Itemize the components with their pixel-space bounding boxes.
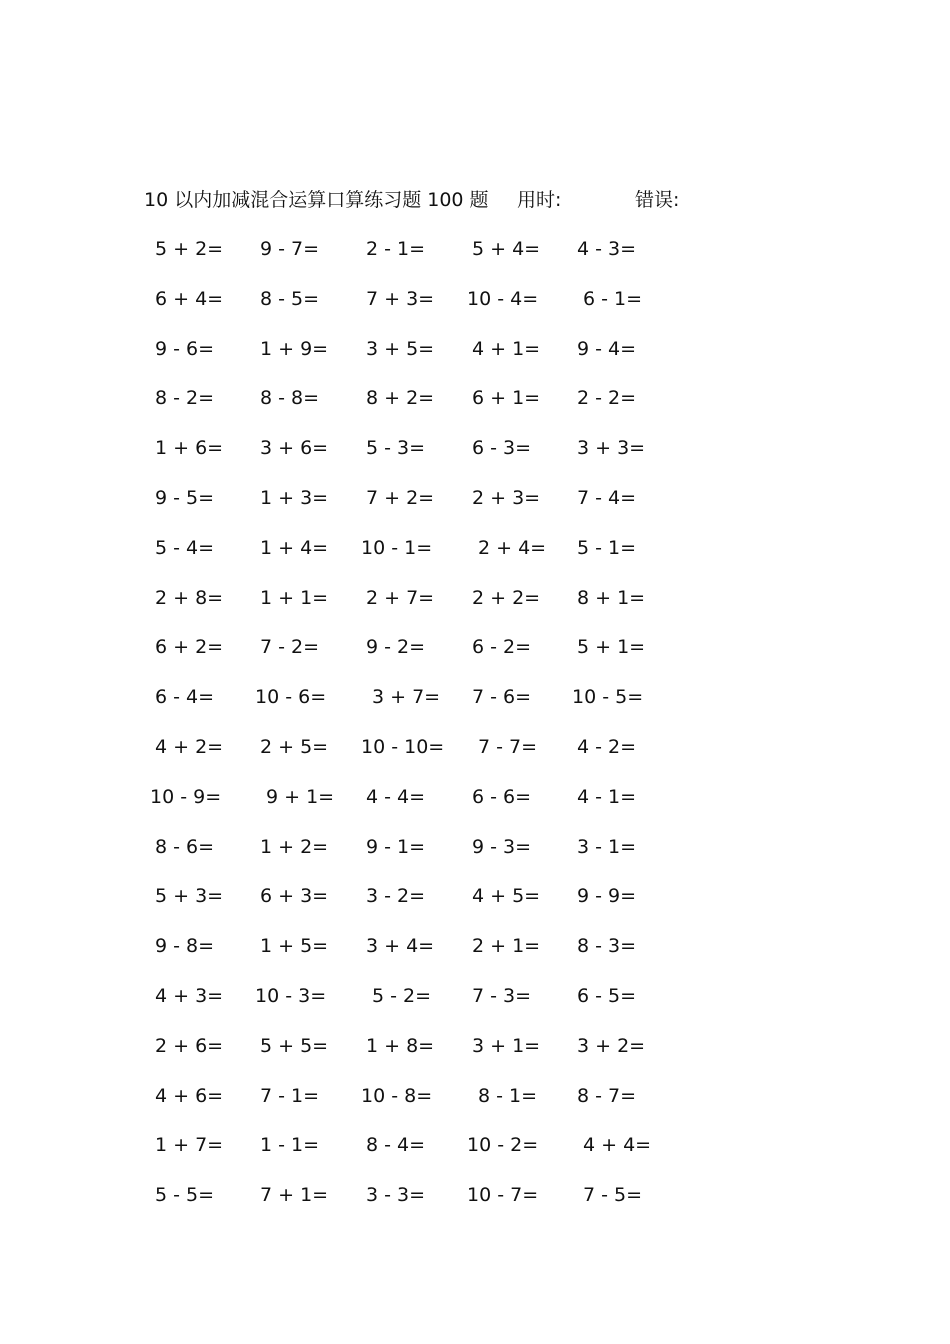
math-problem: 9 - 5=: [155, 486, 215, 509]
math-problem: 9 - 6=: [155, 337, 215, 360]
problem-row: [150, 783, 690, 833]
problem-row: [150, 1032, 690, 1082]
math-problem: 9 + 1=: [266, 785, 335, 808]
math-problem: 8 - 3=: [577, 935, 637, 958]
problem-row: [150, 932, 690, 982]
math-problem: 9 - 7=: [260, 238, 320, 260]
math-problem: 5 + 3=: [155, 885, 224, 908]
math-problem: 6 + 1=: [472, 387, 541, 410]
math-problem: 7 - 3=: [472, 984, 532, 1007]
math-problem: 8 - 6=: [155, 835, 215, 858]
math-problem: 4 + 2=: [155, 735, 224, 758]
math-problem: 10 - 9=: [150, 785, 222, 808]
math-problem: 6 - 1=: [583, 287, 643, 310]
worksheet-title: 10 以内加减混合运算口算练习题 100 题: [144, 189, 489, 211]
math-problem: 7 - 2=: [260, 636, 320, 659]
math-problem: 4 - 1=: [577, 785, 637, 808]
math-problem: 7 - 5=: [583, 1184, 643, 1207]
error-count-label: 错误:: [635, 189, 680, 211]
math-problem: 1 + 8=: [366, 1034, 435, 1057]
math-problem: 1 + 6=: [155, 437, 224, 460]
math-problem: 2 - 2=: [577, 387, 637, 410]
problem-row: [150, 534, 690, 584]
math-problem: 1 - 1=: [260, 1134, 320, 1157]
math-problem: 5 - 4=: [155, 536, 215, 559]
problem-row: [150, 484, 690, 534]
math-problem: 9 - 4=: [577, 337, 637, 360]
math-problem: 1 + 3=: [260, 486, 329, 509]
problem-row: [150, 384, 690, 434]
math-problem: 3 - 2=: [366, 885, 426, 908]
math-problem: 3 + 6=: [260, 437, 329, 460]
math-problem: 10 - 1=: [361, 536, 433, 559]
math-problem: 2 + 5=: [260, 735, 329, 758]
math-problem: 7 + 2=: [366, 486, 435, 509]
problem-row: [150, 235, 690, 285]
problem-row: [150, 335, 690, 385]
math-problem: 6 - 4=: [155, 686, 215, 709]
math-problem: 8 + 2=: [366, 387, 435, 410]
math-problem: 1 + 9=: [260, 337, 329, 360]
math-problem: 3 + 7=: [372, 686, 441, 709]
math-problem: 9 - 1=: [366, 835, 426, 858]
math-problem: 4 + 6=: [155, 1084, 224, 1107]
math-problem: 10 - 6=: [255, 686, 327, 709]
math-problem: 5 + 2=: [155, 238, 224, 260]
math-problem: 6 + 2=: [155, 636, 224, 659]
problem-row: [150, 584, 690, 634]
problem-row: [150, 285, 690, 335]
math-problem: 3 - 1=: [577, 835, 637, 858]
math-problem: 7 - 1=: [260, 1084, 320, 1107]
math-problem: 10 - 10=: [361, 735, 445, 758]
math-problem: 5 - 2=: [372, 984, 432, 1007]
math-problem: 10 - 8=: [361, 1084, 433, 1107]
problem-row: [150, 733, 690, 783]
math-problem: 7 + 3=: [366, 287, 435, 310]
problem-row: [150, 882, 690, 932]
math-problem: 10 - 7=: [467, 1184, 539, 1207]
math-problem: 3 + 5=: [366, 337, 435, 360]
problem-row: [150, 683, 690, 733]
math-problem: 10 - 5=: [572, 686, 644, 709]
math-problem: 1 + 5=: [260, 935, 329, 958]
math-problem: 2 + 2=: [472, 586, 541, 609]
math-problem: 8 - 8=: [260, 387, 320, 410]
problem-row: [150, 1181, 690, 1231]
math-problem: 7 + 1=: [260, 1184, 329, 1207]
math-problem: 10 - 4=: [467, 287, 539, 310]
math-problem: 10 - 3=: [255, 984, 327, 1007]
math-problem: 4 - 2=: [577, 735, 637, 758]
math-problem: 7 - 6=: [472, 686, 532, 709]
math-problem: 2 + 6=: [155, 1034, 224, 1057]
problem-row: [150, 633, 690, 683]
math-problem: 5 - 1=: [577, 536, 637, 559]
math-problem: 6 - 6=: [472, 785, 532, 808]
math-problem: 4 - 3=: [577, 238, 637, 260]
math-problem: 8 - 1=: [478, 1084, 538, 1107]
problem-row: [150, 1082, 690, 1132]
math-problem: 10 - 2=: [467, 1134, 539, 1157]
math-problem: 9 - 9=: [577, 885, 637, 908]
problem-row: [150, 1131, 690, 1181]
problem-grid: [150, 235, 690, 1231]
math-problem: 8 - 7=: [577, 1084, 637, 1107]
math-problem: 8 - 4=: [366, 1134, 426, 1157]
math-problem: 5 + 4=: [472, 238, 541, 260]
problem-row: [150, 833, 690, 883]
math-problem: 2 + 4=: [478, 536, 547, 559]
math-problem: 1 + 1=: [260, 586, 329, 609]
math-problem: 1 + 7=: [155, 1134, 224, 1157]
math-problem: 2 + 3=: [472, 486, 541, 509]
math-problem: 3 + 3=: [577, 437, 646, 460]
math-problem: 1 + 2=: [260, 835, 329, 858]
math-problem: 8 - 2=: [155, 387, 215, 410]
math-problem: 6 - 5=: [577, 984, 637, 1007]
math-problem: 6 + 4=: [155, 287, 224, 310]
math-problem: 7 - 4=: [577, 486, 637, 509]
math-problem: 3 - 3=: [366, 1184, 426, 1207]
math-problem: 4 + 3=: [155, 984, 224, 1007]
math-problem: 9 - 8=: [155, 935, 215, 958]
problem-row: [150, 982, 690, 1032]
math-problem: 6 - 3=: [472, 437, 532, 460]
math-problem: 3 + 4=: [366, 935, 435, 958]
math-problem: 1 + 4=: [260, 536, 329, 559]
math-problem: 3 + 1=: [472, 1034, 541, 1057]
math-problem: 2 - 1=: [366, 238, 426, 260]
math-problem: 5 - 5=: [155, 1184, 215, 1207]
math-problem: 4 - 4=: [366, 785, 426, 808]
math-problem: 6 + 3=: [260, 885, 329, 908]
math-problem: 9 - 3=: [472, 835, 532, 858]
math-problem: 3 + 2=: [577, 1034, 646, 1057]
math-problem: 9 - 2=: [366, 636, 426, 659]
math-problem: 5 - 3=: [366, 437, 426, 460]
math-problem: 5 + 1=: [577, 636, 646, 659]
math-problem: 4 + 5=: [472, 885, 541, 908]
math-problem: 4 + 4=: [583, 1134, 652, 1157]
problem-row: [150, 434, 690, 484]
math-problem: 2 + 8=: [155, 586, 224, 609]
math-problem: 2 + 7=: [366, 586, 435, 609]
math-problem: 5 + 5=: [260, 1034, 329, 1057]
math-problem: 2 + 1=: [472, 935, 541, 958]
math-problem: 8 - 5=: [260, 287, 320, 310]
math-problem: 6 - 2=: [472, 636, 532, 659]
math-problem: 8 + 1=: [577, 586, 646, 609]
time-used-label: 用时:: [517, 189, 562, 211]
math-problem: 7 - 7=: [478, 735, 538, 758]
math-problem: 4 + 1=: [472, 337, 541, 360]
